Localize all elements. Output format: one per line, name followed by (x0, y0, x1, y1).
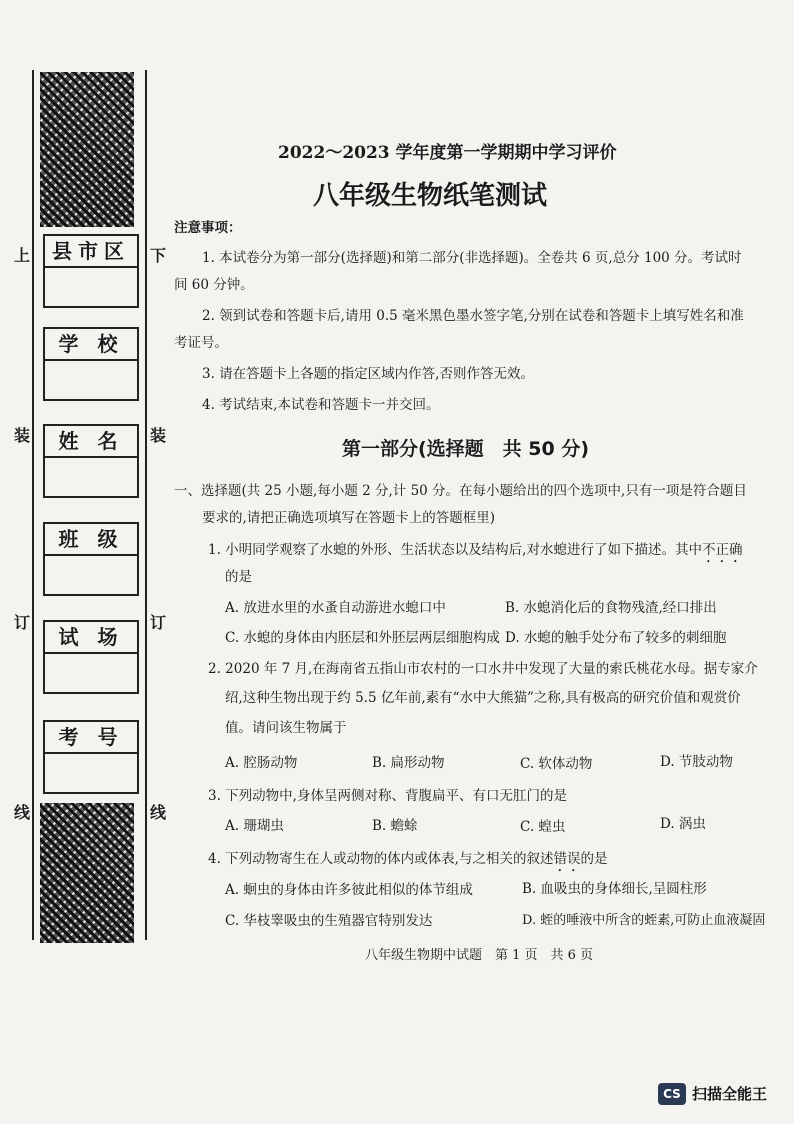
side-label-shang: 上 (14, 246, 31, 265)
note-line: 1. 本试卷分为第一部分(选择题)和第二部分(非选择题)。全卷共 6 页,总分 100 分。考试时 (202, 250, 742, 266)
q2-option-b: B. 扁形动物 (372, 755, 445, 771)
q4-option-a: A. 蛔虫的身体由许多彼此相似的体节组成 (225, 882, 473, 898)
field-county[interactable] (43, 234, 139, 308)
field-name[interactable] (43, 424, 139, 498)
q4-option-d: D. 蛭的唾液中所含的蛭素,可防止血液凝固 (522, 913, 766, 928)
side-label-xian-right: 线 (150, 803, 167, 822)
q1-option-d: D. 水螅的触手处分布了较多的刺细胞 (505, 630, 727, 646)
q2-option-d: D. 节肢动物 (660, 754, 733, 770)
q1-option-a: A. 放进水里的水蚤自动游进水螅口中 (225, 600, 446, 616)
side-label-ding-left: 订 (14, 613, 31, 632)
side-label-xian-left: 线 (14, 803, 31, 822)
field-school[interactable] (43, 327, 139, 401)
binding-line-left (32, 70, 34, 940)
side-label-ding-right: 订 (150, 613, 167, 632)
note-line: 考证号。 (174, 335, 228, 351)
section-intro: 一、选择题(共 25 小题,每小题 2 分,计 50 分。在每小题给出的四个选项中,只有一项是符合题目 (174, 483, 747, 499)
side-label-zhuang-right: 装 (150, 426, 167, 445)
q3-stem: 3. 下列动物中,身体呈两侧对称、背腹扁平、有口无肛门的是 (208, 788, 567, 804)
note-line: 间 60 分钟。 (174, 277, 254, 293)
field-exam-number[interactable] (43, 720, 139, 794)
field-label: 学 校 (45, 329, 137, 361)
section-intro: 要求的,请把正确选项填写在答题卡上的答题框里) (202, 510, 496, 526)
exam-year: 2022～2023 学年度第一学期期中学习评价 (278, 143, 617, 163)
field-class[interactable] (43, 522, 139, 596)
camscanner-logo-icon: CS (658, 1083, 686, 1105)
field-label: 姓 名 (45, 426, 137, 458)
q3-option-d: D. 涡虫 (660, 816, 706, 832)
q2-option-c: C. 软体动物 (520, 756, 593, 772)
q1-option-b: B. 水螅消化后的食物残渣,经口排出 (505, 600, 717, 616)
q2-option-a: A. 腔肠动物 (225, 755, 298, 771)
field-label: 县市区 (45, 236, 137, 268)
side-label-xia: 下 (150, 246, 167, 265)
qr-pattern-bottom (40, 803, 134, 943)
exam-title: 八年级生物纸笔测试 (313, 181, 548, 211)
q4-option-b: B. 血吸虫的身体细长,呈圆柱形 (522, 881, 707, 897)
q4-stem: 4. 下列动物寄生在人或动物的体内或体表,与之相关的叙述错误的是 (208, 851, 608, 867)
note-line: 4. 考试结束,本试卷和答题卡一并交回。 (202, 397, 440, 413)
field-label: 试 场 (45, 622, 137, 654)
note-line: 3. 请在答题卡上各题的指定区域内作答,否则作答无效。 (202, 366, 534, 382)
q2-stem: 绍,这种生物出现于约 5.5 亿年前,素有“水中大熊猫”之称,具有极高的研究价值和观赏价 (225, 690, 741, 706)
q1-stem: 1. 小明同学观察了水螅的外形、生活状态以及结构后,对水螅进行了如下描述。其中不正确 (208, 542, 743, 558)
q1-stem-end: 的是 (225, 569, 252, 585)
field-exam-room[interactable] (43, 620, 139, 694)
section-title: 第一部分(选择题 共 50 分) (342, 438, 590, 460)
qr-pattern-top (40, 72, 134, 227)
field-label: 考 号 (45, 722, 137, 754)
q3-option-c: C. 蝗虫 (520, 819, 566, 835)
camscanner-label: 扫描全能王 (692, 1085, 768, 1103)
q2-stem: 值。请问该生物属于 (225, 720, 347, 736)
binding-line-right (145, 70, 147, 940)
q3-option-b: B. 蟾蜍 (372, 818, 418, 834)
field-label: 班 级 (45, 524, 137, 556)
q3-option-a: A. 珊瑚虫 (225, 818, 284, 834)
q2-stem: 2. 2020 年 7 月,在海南省五指山市农村的一口水井中发现了大量的索氏桃花水母。据专家介 (208, 661, 758, 677)
q4-option-c: C. 华枝睾吸虫的生殖器官特别发达 (225, 913, 433, 929)
side-label-zhuang-left: 装 (14, 426, 31, 445)
q1-option-c: C. 水螅的身体由内胚层和外胚层两层细胞构成 (225, 630, 500, 646)
page-footer: 八年级生物期中试题 第 1 页 共 6 页 (365, 948, 594, 963)
notes-heading: 注意事项： (174, 220, 242, 236)
note-line: 2. 领到试卷和答题卡后,请用 0.5 毫米黑色墨水签字笔,分别在试卷和答题卡上填写姓名和准 (202, 308, 744, 324)
